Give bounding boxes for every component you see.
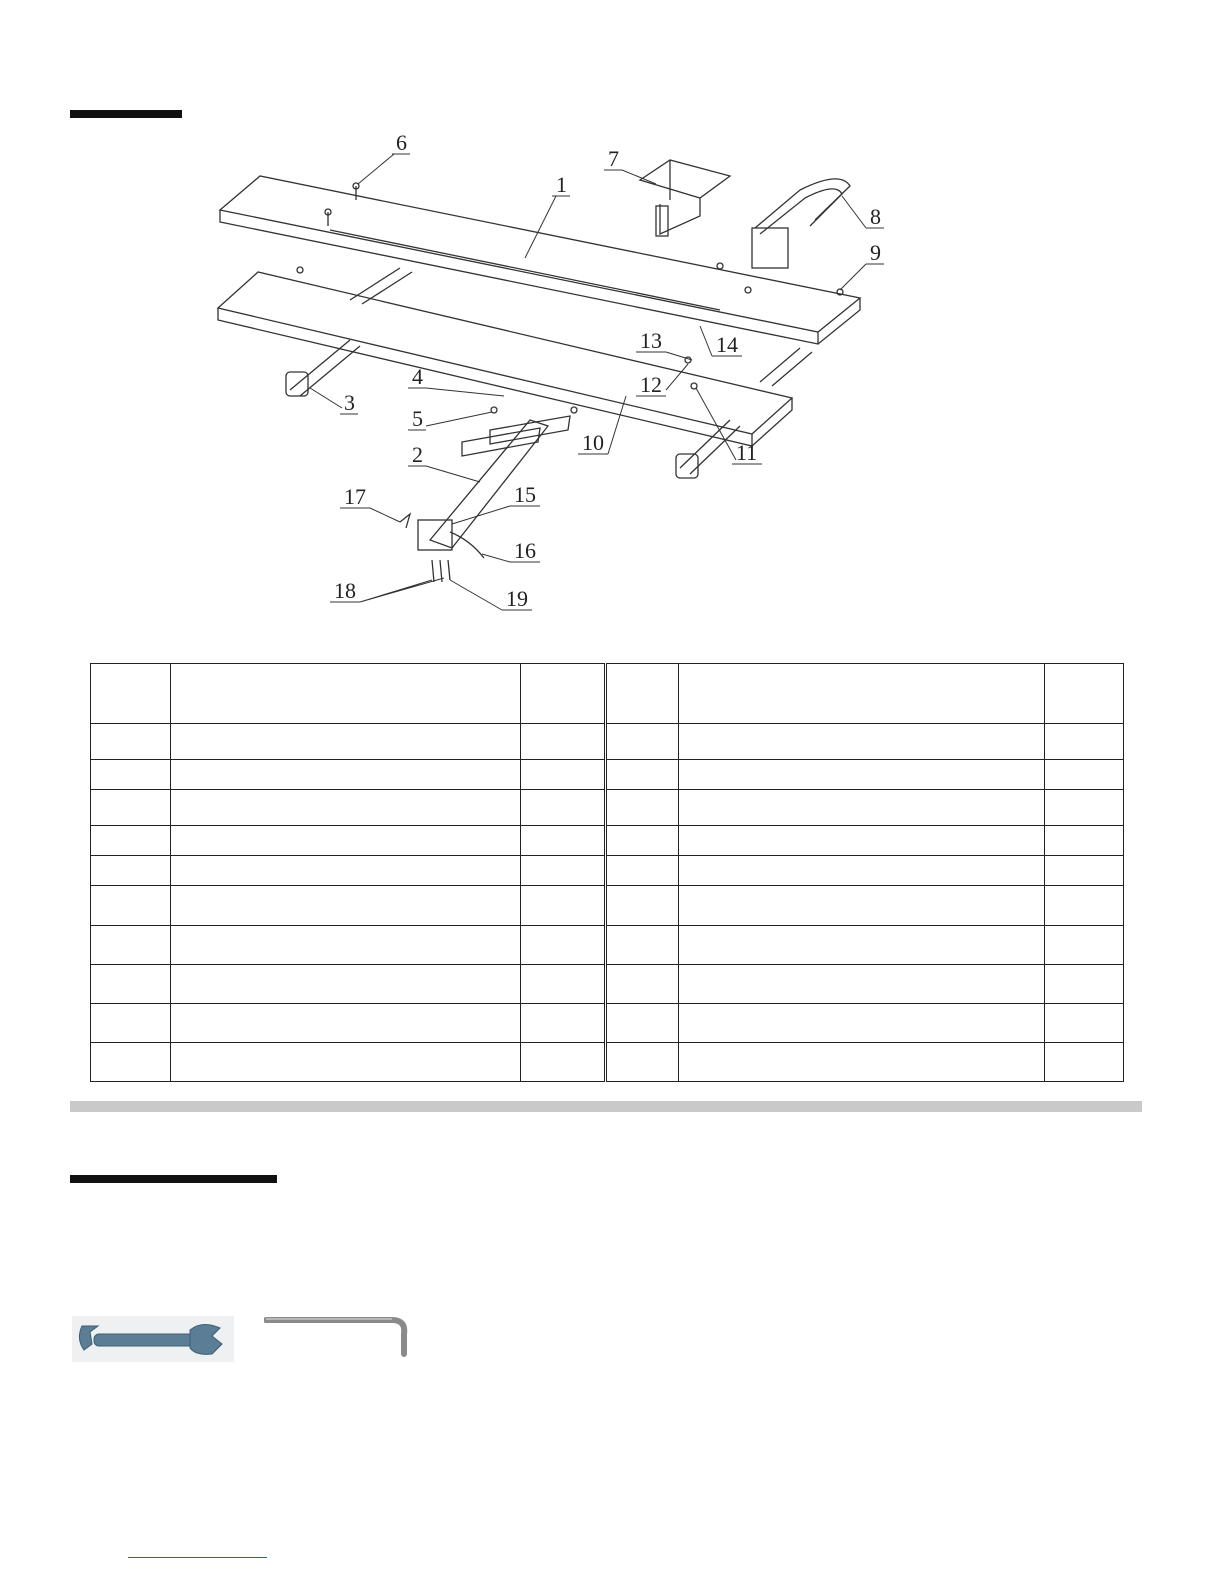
table-row [91,964,1124,1003]
table-cell [1045,760,1124,790]
table-cell [521,964,606,1003]
table-cell [1045,826,1124,856]
table-cell [171,724,521,760]
table-cell [679,760,1045,790]
table-cell [171,925,521,964]
table-cell [521,856,606,886]
callout-13 [636,328,692,360]
svg-text:8: 8 [870,204,881,229]
table-cell [521,790,606,826]
callout-6 [358,130,410,184]
svg-text:13: 13 [640,328,662,353]
table-cell [171,664,521,724]
table-cell [606,760,679,790]
section-heading-rule-top [70,110,182,118]
callout-10 [578,396,626,455]
svg-text:15: 15 [514,482,536,507]
callout-7 [604,146,656,184]
footer-link-underline[interactable] [128,1557,267,1558]
table-cell [171,1003,521,1042]
callout-18 [330,578,444,603]
table-cell [171,1042,521,1081]
table-cell [1045,925,1124,964]
callout-16 [482,538,540,563]
table-cell [606,856,679,886]
table-row [91,826,1124,856]
svg-text:16: 16 [514,538,536,563]
svg-text:4: 4 [412,364,423,389]
svg-text:12: 12 [640,372,662,397]
table-cell [171,826,521,856]
table-cell [679,790,1045,826]
exploded-parts-diagram [200,120,920,620]
table-cell [521,760,606,790]
svg-text:9: 9 [870,240,881,265]
callout-15 [452,482,540,524]
hitch-bar [418,416,570,558]
table-cell [1045,964,1124,1003]
table-cell [521,1042,606,1081]
table-cell [171,964,521,1003]
table-cell [91,856,171,886]
table-row [91,925,1124,964]
table-cell [521,925,606,964]
callout-8 [842,196,884,229]
table-cell [679,724,1045,760]
callout-3 [310,388,358,415]
table-cell [521,1003,606,1042]
table-cell [91,1042,171,1081]
table-cell [606,964,679,1003]
svg-text:10: 10 [582,430,604,455]
parts-table [90,663,1124,1082]
table-cell [91,826,171,856]
table-row [91,790,1124,826]
table-cell [606,826,679,856]
table-cell [679,925,1045,964]
svg-text:1: 1 [556,172,567,197]
table-cell [606,1003,679,1042]
table-cell [91,964,171,1003]
table-cell [1045,1003,1124,1042]
svg-text:11: 11 [736,440,758,465]
table-cell [679,964,1045,1003]
diagram-drawing [200,120,920,620]
table-cell [521,826,606,856]
section-divider [70,1101,1142,1112]
svg-text:17: 17 [344,484,366,509]
table-cell [1045,886,1124,925]
upper-rail [220,176,860,344]
lower-rail [218,272,792,446]
table-cell [171,790,521,826]
svg-text:18: 18 [334,578,356,603]
table-cell [606,664,679,724]
table-cell [91,664,171,724]
callout-5 [408,406,492,431]
table-cell [679,856,1045,886]
table-cell [91,760,171,790]
callout-1 [525,172,570,258]
table-cell [1045,856,1124,886]
table-header-row [91,664,1124,724]
table-cell [606,790,679,826]
table-cell [91,1003,171,1042]
table-cell [679,886,1045,925]
table-cell [679,1003,1045,1042]
svg-text:19: 19 [506,586,528,611]
callout-12 [636,364,688,397]
table-row [91,1003,1124,1042]
svg-text:2: 2 [412,442,423,467]
table-row [91,724,1124,760]
table-cell [1045,1042,1124,1081]
svg-text:7: 7 [608,146,619,171]
table-cell [91,925,171,964]
svg-text:6: 6 [396,130,407,155]
callout-9 [840,240,884,290]
table-cell [606,1042,679,1081]
svg-text:5: 5 [412,406,423,431]
table-cell [1045,790,1124,826]
svg-text:3: 3 [344,390,355,415]
callout-14 [700,326,742,357]
table-cell [171,886,521,925]
table-cell [171,856,521,886]
table-cell [606,925,679,964]
table-cell [91,886,171,925]
wheel-holder [640,160,730,236]
svg-text:14: 14 [716,332,738,357]
table-cell [521,664,606,724]
table-cell [171,760,521,790]
table-cell [521,724,606,760]
callout-2 [408,442,480,482]
table-row [91,760,1124,790]
wrench-icon [72,1316,234,1362]
table-row [91,856,1124,886]
table-cell [1045,724,1124,760]
callout-17 [340,484,400,522]
table-cell [521,886,606,925]
table-cell [679,664,1045,724]
table-cell [1045,664,1124,724]
table-row [91,1042,1124,1081]
section-heading-rule-tools [70,1175,277,1183]
table-row [91,886,1124,925]
callout-11 [696,388,762,465]
callout-19 [450,580,532,611]
table-cell [91,724,171,760]
table-cell [679,1042,1045,1081]
table-cell [606,724,679,760]
callout-4 [408,364,504,396]
wheel-hoop [752,179,850,268]
hex-key-icon [264,1314,412,1358]
table-cell [606,886,679,925]
table-cell [91,790,171,826]
table-cell [679,826,1045,856]
